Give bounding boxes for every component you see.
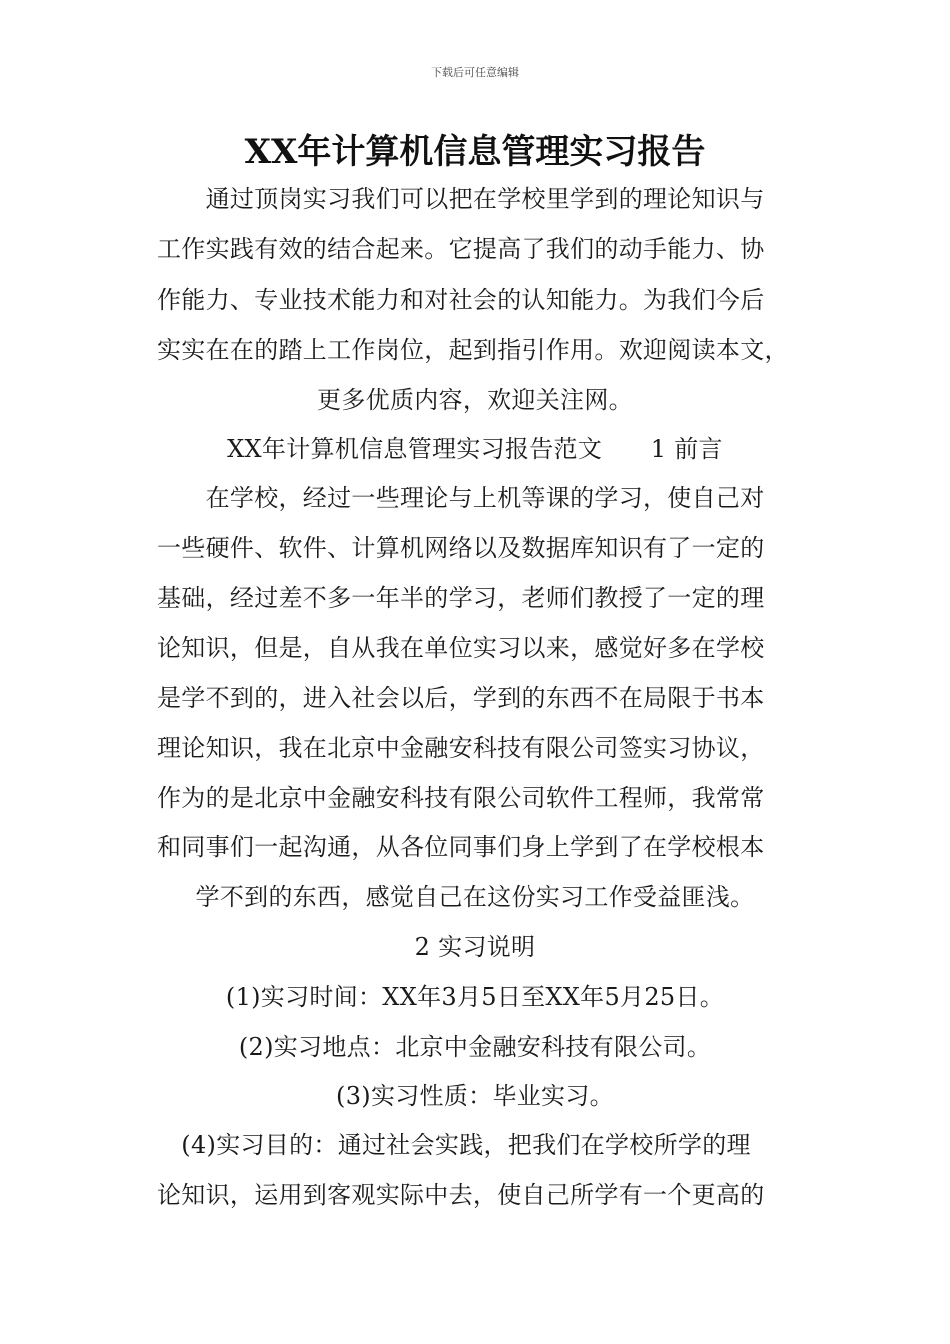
internship-location: (2)实习地点：北京中金融安科技有限公司。 [238, 1033, 712, 1061]
body-line: 学不到的东西，感觉自己在这份实习工作受益匪浅。 [195, 883, 755, 911]
document-title: XX年计算机信息管理实习报告 [244, 132, 706, 172]
internship-purpose: (4)实习目的：通过社会实践，把我们在学校所学的理 [157, 1131, 751, 1159]
body-line: 在学校，经过一些理论与上机等课的学习，使自己对 [157, 484, 765, 512]
body-line: 实实在在的踏上工作岗位，起到指引作用。欢迎阅读本文， [157, 336, 789, 364]
body-line: 更多优质内容，欢迎关注网。 [317, 386, 633, 414]
body-line: 论知识，但是，自从我在单位实习以来，感觉好多在学校 [157, 634, 765, 662]
page-header: 下载后可任意编辑 [431, 66, 519, 79]
body-line: 是学不到的，进入社会以后，学到的东西不在局限于书本 [157, 684, 765, 712]
body-line: 工作实践有效的结合起来。它提高了我们的动手能力、协 [157, 235, 765, 263]
body-line: 基础，经过差不多一年半的学习，老师们教授了一定的理 [157, 584, 765, 612]
body-line: 理论知识，我在北京中金融安科技有限公司签实习协议， [157, 734, 765, 762]
internship-nature: (3)实习性质：毕业实习。 [336, 1082, 614, 1110]
internship-time: (1)实习时间：XX年3月5日至XX年5月25日。 [225, 983, 725, 1011]
section-heading-preface: XX年计算机信息管理实习报告范文 1 前言 [227, 435, 723, 463]
body-line: 作能力、专业技术能力和对社会的认知能力。为我们今后 [157, 286, 765, 314]
body-line: 通过顶岗实习我们可以把在学校里学到的理论知识与 [157, 185, 765, 213]
body-line: 作为的是北京中金融安科技有限公司软件工程师，我常常 [157, 784, 765, 812]
body-line: 一些硬件、软件、计算机网络以及数据库知识有了一定的 [157, 534, 765, 562]
section-heading-internship: 2 实习说明 [414, 933, 536, 961]
body-line: 论知识，运用到客观实际中去，使自己所学有一个更高的 [157, 1181, 765, 1209]
body-line: 和同事们一起沟通，从各位同事们身上学到了在学校根本 [157, 833, 765, 861]
